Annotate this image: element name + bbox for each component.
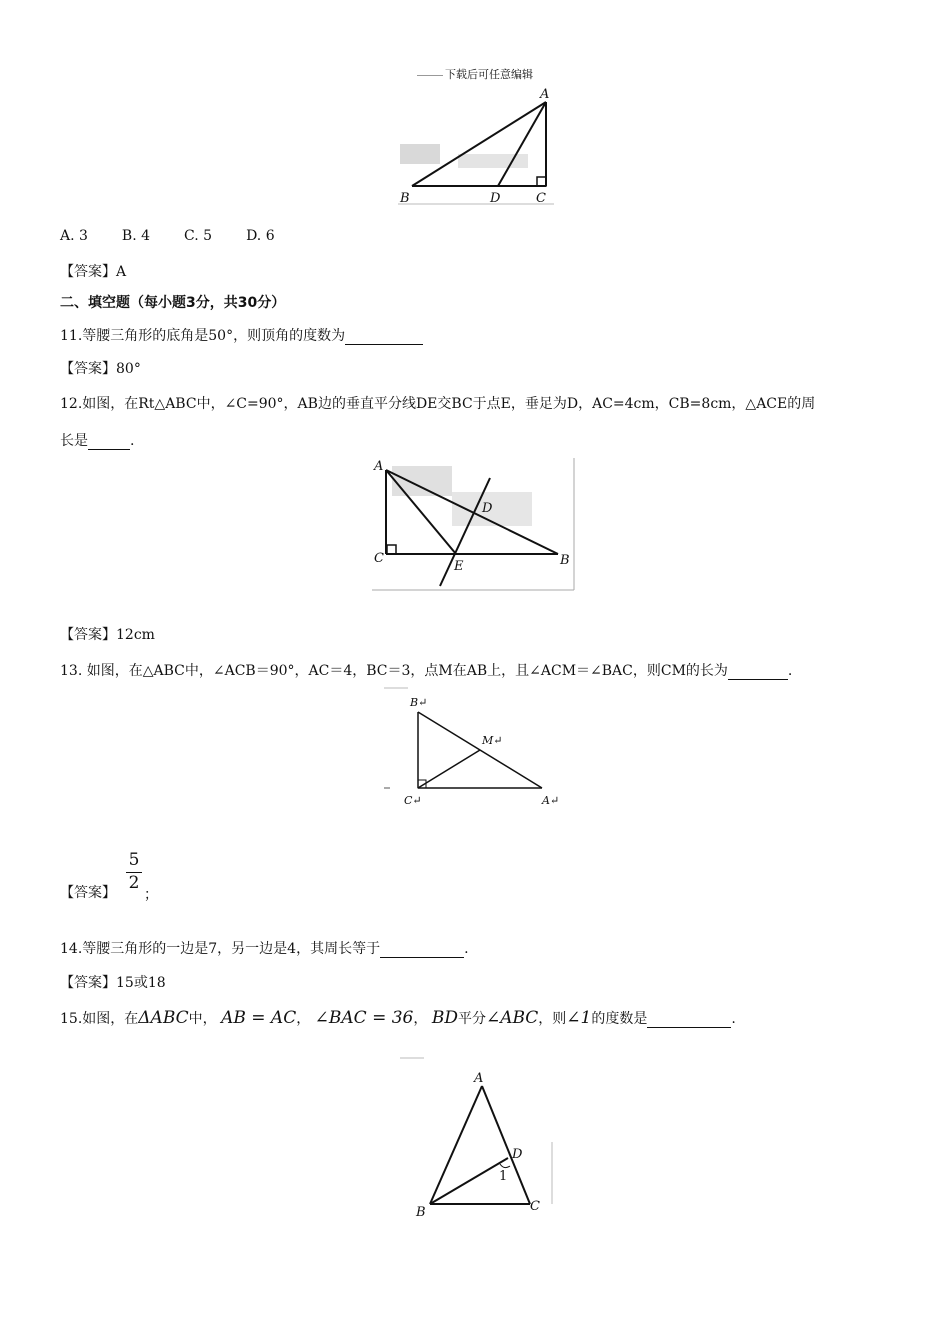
q12-question-line2 <box>60 430 134 450</box>
bisector-bd <box>430 1158 508 1204</box>
label-angle-1: 1 <box>499 1169 508 1184</box>
side-ab <box>430 1086 482 1204</box>
q11-question <box>60 325 423 345</box>
label-a: A↵ <box>542 794 560 807</box>
q11-text: 11.等腰三角形的底角是50°，则顶角的度数为 <box>60 328 346 344</box>
section-title: 二、填空题（每小题3分，共30分） <box>60 295 286 311</box>
math-angle-bac: ∠BAC = 36 <box>314 1008 414 1028</box>
label-b: B <box>416 1205 426 1220</box>
label-c: C <box>374 551 384 566</box>
q14-question <box>60 938 469 958</box>
figure-q13-triangle <box>380 684 576 810</box>
q15-text: 15.如图，在 <box>60 1011 139 1027</box>
q13-answer-label: 【答案】 <box>60 885 116 901</box>
answer-blank <box>88 435 130 450</box>
answer-blank <box>647 1013 731 1028</box>
q12-text: 长是 <box>60 433 88 449</box>
q15-question <box>60 1008 736 1028</box>
label-a: A <box>474 1071 484 1086</box>
q13-text: 13. 如图，在△ABC中，∠ACB＝90°，AC＝4，BC＝3，点M在AB上，且∠ACM＝∠BAC，则CM的长为 <box>60 663 728 679</box>
q10-answer: 【答案】A <box>60 264 127 280</box>
period: . <box>464 941 469 957</box>
header-text: 下载后可任意编辑 <box>445 68 533 81</box>
right-angle-mark <box>537 177 546 186</box>
figure-noise <box>458 154 528 168</box>
q15-text: 平分 <box>457 1011 486 1027</box>
label-b: B↵ <box>410 696 428 709</box>
figure-q15-triangle <box>396 1054 556 1224</box>
figure-noise <box>392 466 452 496</box>
figure-q12-triangle <box>372 456 578 592</box>
math-triangle-abc: ΔABC <box>138 1008 189 1028</box>
q12-answer: 【答案】12cm <box>60 627 155 643</box>
figure-q10-triangle <box>398 84 554 208</box>
label-m: M↵ <box>482 734 503 747</box>
period: . <box>787 663 793 679</box>
label-b: B <box>400 191 410 206</box>
math-bd: BD <box>431 1008 458 1028</box>
q12-question-line1: 12.如图，在Rt△ABC中，∠C=90°，AB边的垂直平分线DE交BC于点E，垂足为D，AC=4cm，CB=8cm，△ACE的周 <box>60 396 816 412</box>
label-a: A <box>540 87 550 102</box>
option-d: D. 6 <box>246 228 275 244</box>
segment-cm <box>418 750 480 788</box>
label-e: E <box>454 559 464 574</box>
answer-blank <box>345 330 423 345</box>
label-b: B <box>560 553 570 568</box>
label-c: C <box>530 1199 540 1214</box>
label-a: A <box>374 459 384 474</box>
label-d: D <box>490 191 501 206</box>
label-c: C <box>536 191 546 206</box>
answer-blank <box>380 943 464 958</box>
figure-noise <box>400 144 440 164</box>
period: . <box>130 433 135 449</box>
math-angle-abc: ∠ABC <box>485 1008 539 1028</box>
period: . <box>731 1011 736 1027</box>
answer-end: ； <box>144 887 158 903</box>
math-ab-eq-ac: AB = AC <box>221 1008 297 1028</box>
q15-text: ，则 <box>538 1011 567 1027</box>
segment-ad <box>498 102 546 186</box>
q14-answer: 【答案】15或18 <box>60 975 166 991</box>
q11-answer: 【答案】80° <box>60 361 141 377</box>
q15-text: ， <box>413 1011 428 1027</box>
q15-text: 的度数是 <box>591 1011 648 1027</box>
q15-text: ， <box>296 1011 311 1027</box>
right-angle-mark <box>387 545 396 554</box>
q15-text: 中， <box>188 1011 217 1027</box>
q14-text: 14.等腰三角形的一边是7，另一边是4，其周长等于 <box>60 941 381 957</box>
fraction-denominator: 2 <box>128 873 140 893</box>
label-c: C↵ <box>404 794 422 807</box>
q10-options <box>60 228 309 244</box>
answer-blank <box>728 665 788 680</box>
option-b: B. 4 <box>121 228 151 244</box>
angle-1-arc <box>500 1164 510 1168</box>
side-ab <box>386 470 558 554</box>
label-d: D <box>512 1147 523 1162</box>
math-angle-1: ∠1 <box>566 1008 592 1028</box>
option-c: C. 5 <box>184 228 213 244</box>
label-d: D <box>482 501 493 516</box>
side-ac <box>482 1086 530 1204</box>
q13-question <box>60 660 792 680</box>
fraction-numerator: 5 <box>126 850 142 873</box>
answer-fraction <box>126 850 142 893</box>
option-a: A. 3 <box>60 228 88 244</box>
page-header <box>0 66 950 82</box>
